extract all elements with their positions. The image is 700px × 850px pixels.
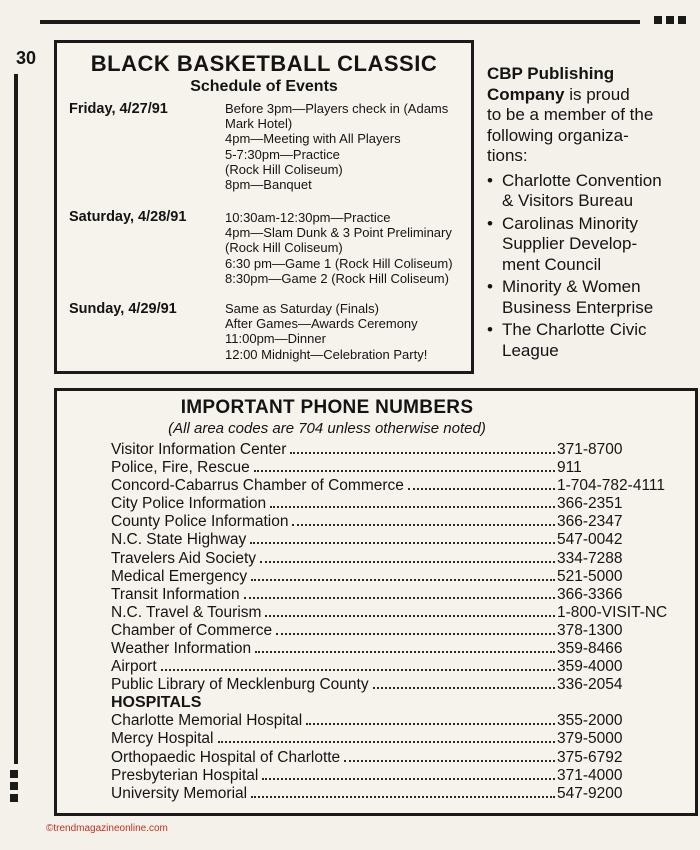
phone-numbers-title: IMPORTANT PHONE NUMBERS [180, 397, 474, 418]
phone-entry [111, 658, 671, 676]
phone-entry-number: 547-9200 [557, 784, 623, 802]
phone-entry [111, 477, 671, 495]
dot-leader [244, 597, 555, 599]
bullet-icon: • [487, 213, 493, 233]
organization-name: ment Council [502, 254, 602, 274]
cbp-membership-note [487, 64, 687, 363]
phone-entry [111, 604, 671, 622]
phone-entry-name: Orthopaedic Hospital of Charlotte [111, 748, 341, 766]
phone-entry-number: 911 [557, 459, 582, 477]
dot-leader [262, 778, 555, 780]
dot-leader [344, 760, 555, 762]
area-code-note: (All area codes are 704 unless otherwise noted) [168, 420, 486, 437]
dot-leader [251, 796, 555, 798]
phone-entry-name: Police, Fire, Rescue [111, 459, 250, 477]
organization-name: & Visitors Bureau [502, 191, 634, 210]
phone-entry-number: 371-4000 [557, 766, 623, 784]
dot-leader [251, 579, 555, 581]
phone-entry-number: 378-1300 [557, 621, 623, 639]
dot-leader [292, 524, 555, 526]
schedule-events-saturday [225, 210, 453, 286]
schedule-event: (Rock Hill Coliseum) [225, 161, 343, 177]
schedule-event: 6:30 pm—Game 1 (Rock Hill Coliseum) [225, 255, 453, 271]
page-number: 30 [16, 48, 37, 68]
bullet-icon: • [487, 277, 493, 296]
dot-leader [250, 542, 555, 544]
cbp-intro-text: to be a member of the [487, 105, 654, 124]
phone-entry-name: County Police Information [111, 513, 289, 531]
cbp-intro-text: is proud [564, 84, 630, 104]
phone-entry [111, 785, 671, 803]
phone-entry-number: 336-2054 [557, 676, 623, 694]
phone-entry-number: 366-3366 [557, 585, 623, 603]
dot-leader [255, 651, 555, 653]
dot-leader [306, 723, 555, 725]
side-rule [14, 74, 18, 764]
phone-entry [111, 640, 671, 658]
schedule-event: 8:30pm—Game 2 (Rock Hill Coliseum) [225, 270, 449, 286]
phone-entry-name: Transit Information [111, 585, 240, 603]
schedule-day-friday: Friday, 4/27/91 [69, 101, 168, 117]
phone-entry [111, 550, 671, 568]
organization-item [487, 320, 687, 361]
cbp-intro [487, 64, 687, 167]
phone-entry [111, 749, 671, 767]
schedule-day-sunday: Sunday, 4/29/91 [69, 301, 177, 317]
dot-leader [290, 452, 555, 454]
schedule-events-sunday [225, 301, 427, 362]
dot-leader [270, 506, 555, 508]
dot-leader [408, 488, 555, 490]
phone-entry [111, 730, 671, 748]
phone-entry-name: University Memorial [111, 784, 248, 802]
organization-name: Charlotte Convention [502, 170, 662, 190]
organization-list [487, 171, 687, 362]
phone-entry [111, 459, 671, 477]
top-rule [40, 20, 640, 24]
phone-entry [111, 531, 671, 549]
phone-entry-name: Visitor Information Center [111, 441, 287, 458]
phone-numbers-box [54, 388, 698, 816]
phone-entry [111, 586, 671, 604]
phone-entry-name: Concord-Cabarrus Chamber of Commerce [111, 477, 404, 495]
phone-entry-name: Travelers Aid Society [111, 549, 257, 567]
watermark: ©trendmagazineonline.com [46, 823, 168, 834]
organization-name: Minority & Women [502, 277, 641, 296]
schedule-events-friday [225, 101, 448, 192]
phone-entry-number: 375-6792 [557, 748, 623, 766]
phone-entry-number: 1-704-782-4111 [557, 477, 666, 495]
dot-leader [161, 669, 555, 671]
schedule-event: (Rock Hill Coliseum) [225, 240, 343, 256]
schedule-subtitle: Schedule of Events [190, 78, 338, 95]
phone-entry-name: N.C. Travel & Tourism [111, 603, 262, 621]
cbp-intro-text: following organiza- [487, 125, 629, 145]
phone-entry [111, 568, 671, 586]
phone-entry-number: 379-5000 [557, 730, 623, 748]
phone-entry-number: 334-7288 [557, 549, 623, 567]
phone-entry-name: Public Library of Mecklenburg County [111, 676, 369, 694]
phone-entry [111, 622, 671, 640]
organization-name: Carolinas Minority [502, 213, 639, 233]
hospitals-heading: HOSPITALS [111, 694, 202, 712]
dot-leader [260, 561, 555, 563]
phone-entry [111, 676, 671, 694]
phone-entry-number: 359-8466 [557, 640, 623, 658]
phone-entry-number: 366-2351 [557, 495, 623, 513]
organization-item [487, 171, 687, 212]
cbp-company-name: CBP Publishing [487, 64, 615, 83]
dot-leader [276, 633, 555, 635]
phone-entry-name: Mercy Hospital [111, 730, 214, 748]
bullet-icon: • [487, 320, 493, 339]
schedule-event: 11:00pm—Dinner [225, 331, 326, 347]
organization-item [487, 214, 687, 276]
organization-item [487, 277, 687, 318]
phone-entry-name: Medical Emergency [111, 567, 248, 585]
schedule-title: BLACK BASKETBALL CLASSIC [90, 51, 438, 76]
phone-list [111, 441, 671, 803]
bullet-icon: • [487, 170, 493, 190]
organization-name: League [502, 340, 559, 360]
phone-entry-name: Presbyterian Hospital [111, 766, 259, 784]
schedule-event: Before 3pm—Players check in (Adams [225, 101, 449, 116]
cbp-intro-text: tions: [487, 146, 528, 165]
phone-entry [111, 513, 671, 531]
schedule-box [54, 40, 474, 374]
schedule-event: 5-7:30pm—Practice [225, 146, 340, 162]
schedule-event: 8pm—Banquet [225, 177, 312, 193]
organization-name: Supplier Develop- [502, 234, 638, 253]
organization-name: The Charlotte Civic [502, 320, 647, 339]
phone-entry [111, 712, 671, 730]
schedule-event: 4pm—Meeting with All Players [225, 131, 401, 147]
phone-entry [111, 767, 671, 785]
phone-entry-name: Weather Information [111, 640, 252, 658]
schedule-event: Same as Saturday (Finals) [225, 301, 379, 316]
phone-entry-name: City Police Information [111, 495, 267, 513]
phone-entry-name: Airport [111, 658, 157, 676]
schedule-event: After Games—Awards Ceremony [225, 316, 418, 332]
phone-entry-name: N.C. State Highway [111, 531, 247, 549]
phone-entry-name: Charlotte Memorial Hospital [111, 712, 303, 730]
schedule-day-saturday: Saturday, 4/28/91 [69, 209, 187, 225]
dot-leader [254, 470, 555, 472]
organization-name: Business Enterprise [502, 297, 654, 317]
schedule-event: 4pm—Slam Dunk & 3 Point Preliminary [225, 225, 452, 241]
phone-entry-number: 521-5000 [557, 567, 623, 585]
phone-entry-number: 371-8700 [557, 441, 623, 458]
phone-entry-number: 366-2347 [557, 513, 623, 531]
schedule-event: 10:30am-12:30pm—Practice [225, 210, 391, 225]
schedule-event: Mark Hotel) [225, 116, 293, 132]
phone-entry [111, 441, 671, 459]
dot-leader [265, 615, 555, 617]
phone-entry-number: 355-2000 [557, 712, 623, 730]
phone-entry-number: 1-800-VISIT-NC [557, 603, 668, 621]
schedule-event: 12:00 Midnight—Celebration Party! [225, 346, 428, 362]
cbp-company-name-cont: Company [487, 84, 565, 104]
dot-leader [373, 687, 555, 689]
phone-entry-number: 359-4000 [557, 658, 623, 676]
phone-entry-number: 547-0042 [557, 531, 623, 549]
phone-entry [111, 495, 671, 513]
dot-leader [218, 741, 556, 743]
phone-entry-name: Chamber of Commerce [111, 621, 273, 639]
